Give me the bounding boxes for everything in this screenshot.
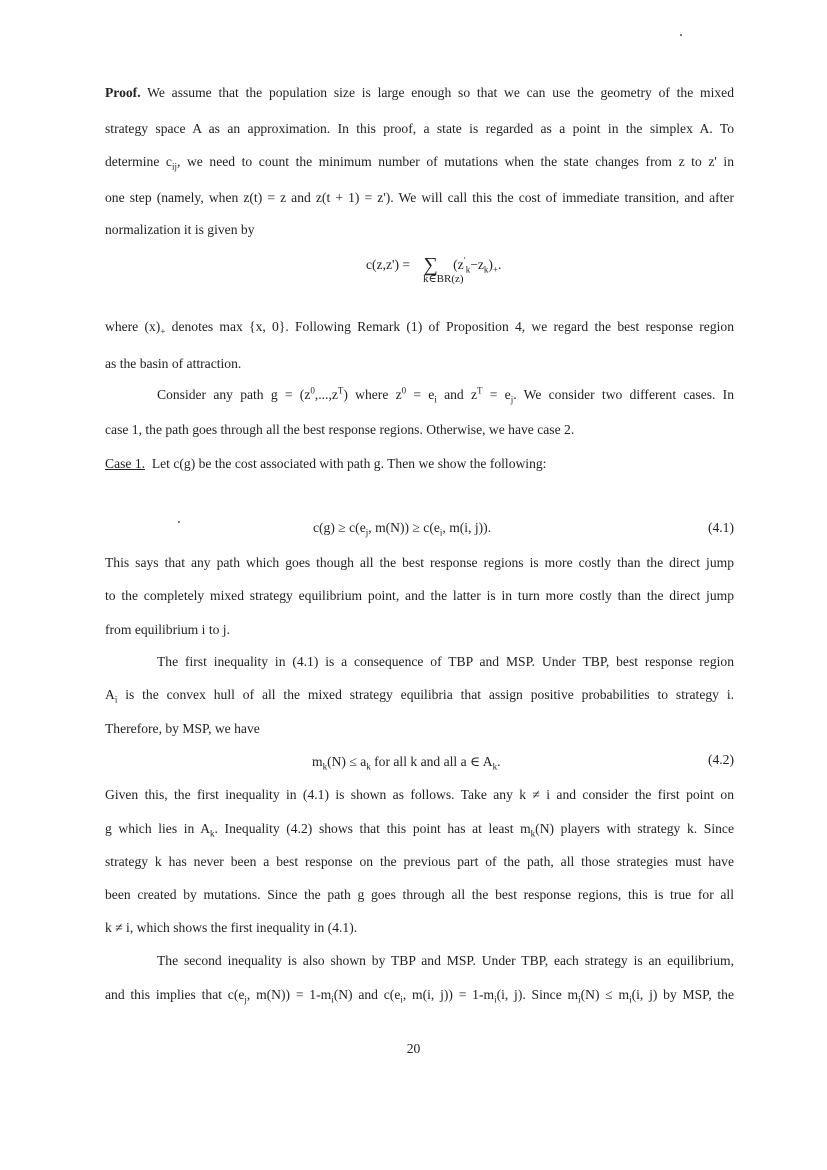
text-run: . Inequality (4.2) shows that this point has at least m <box>214 821 531 836</box>
text-run: (i, j). Since m <box>496 987 579 1002</box>
subscript: ij <box>171 161 177 172</box>
text-run: , we need to count the minimum number of mutations when the state changes from z to z' in <box>176 154 734 169</box>
superscript: ′ <box>463 255 466 266</box>
text-run: = e <box>482 387 511 402</box>
text-run: g which lies in A <box>105 821 211 836</box>
superscript: T <box>337 385 344 396</box>
superscript: T <box>477 385 483 396</box>
page-number: 20 <box>406 1041 421 1056</box>
case1-label: Case 1. <box>105 456 146 471</box>
proof-label: Proof. <box>105 85 141 100</box>
subscript: j <box>510 394 514 405</box>
text-run: (N) and c(e <box>333 987 401 1002</box>
given-line-1: Given this, the first inequality in (4.1) is shown as follows. Take any k ≠ i and consider the first point on <box>105 787 734 802</box>
first-ineq-line-1: The first inequality in (4.1) is a consequence of TBP and MSP. Under TBP, best response region <box>157 654 734 669</box>
proof-line-1 <box>105 84 734 102</box>
text-run: and z <box>436 387 478 402</box>
text-run: = e <box>406 387 435 402</box>
text-run: ) <box>488 257 493 272</box>
text-run: , m(i, j)). <box>442 520 492 535</box>
text-run: (N) players with strategy k. Since <box>535 821 734 836</box>
first-ineq-line-3: Therefore, by MSP, we have <box>105 721 260 736</box>
equation-number-4-2: (4.2) <box>707 752 734 767</box>
subscript: i <box>331 994 334 1005</box>
case1-text: Let c(g) be the cost associated with path g. Then we show the following: <box>151 456 547 471</box>
equation-lhs: c(z,z') = <box>366 257 411 272</box>
text-run: , m(N)) ≥ c(e <box>368 520 440 535</box>
equation-number-4-1: (4.1) <box>707 520 734 535</box>
after-eq-line-1 <box>105 318 734 336</box>
subscript: k <box>465 264 471 275</box>
para41-line-1: This says that any path which goes though all the best response regions is more costly than the direct jump <box>105 555 734 570</box>
subscript: i <box>578 994 581 1005</box>
text-run: −z <box>470 257 484 272</box>
sum-symbol: ∑ <box>423 254 438 276</box>
proof-line-4: one step (namely, when z(t) = z and z(t + 1) = z'). We will call this the cost of immediate transition, and after <box>105 190 734 205</box>
text-run: (N) ≤ m <box>580 987 630 1002</box>
subscript: i <box>629 994 632 1005</box>
subscript: k <box>210 828 215 839</box>
text-run: ) where z <box>343 387 402 402</box>
text-run: (z <box>453 257 464 272</box>
subscript: i <box>439 527 443 538</box>
subscript: i <box>494 994 497 1005</box>
second-ineq-line-1: The second inequality is also shown by TBP and MSP. Under TBP, each strategy is an equilibrium, <box>157 953 734 968</box>
given-line-3: strategy k has never been a best response on the previous part of the path, all those strategies must have <box>105 854 734 869</box>
text-run: , m(i, j)) = 1-m <box>402 987 495 1002</box>
subscript: + <box>160 326 166 337</box>
text-run: . <box>498 257 502 272</box>
subscript: i <box>400 994 403 1005</box>
after-eq-line-4: case 1, the path goes through all the best response regions. Otherwise, we have case 2. <box>105 422 575 437</box>
text-run: , m(N)) = 1-m <box>246 987 332 1002</box>
subscript: k <box>483 264 489 275</box>
case1-line <box>105 455 546 473</box>
subscript: j <box>365 527 369 538</box>
subscript: i <box>434 394 437 405</box>
text-run: . We consider two different cases. In <box>513 387 734 402</box>
text-run: Consider any path g = (z <box>157 387 311 402</box>
text-run: where (x) <box>105 319 161 334</box>
proof-line-3 <box>105 153 734 171</box>
text-run: m <box>312 754 323 769</box>
given-line-2 <box>105 820 734 838</box>
first-ineq-line-2 <box>105 686 734 704</box>
subscript: j <box>244 994 247 1005</box>
proof-text: We assume that the population size is large enough so that we can use the geometry of the mixed <box>147 85 734 100</box>
text-run: (i, j) by MSP, the <box>631 987 735 1002</box>
text-run: . <box>497 754 501 769</box>
text-run: ,...,z <box>314 387 338 402</box>
scan-speck <box>680 34 682 36</box>
text-run: and this implies that c(e <box>105 987 245 1002</box>
subscript: k <box>322 761 328 772</box>
text-run: is the convex hull of all the mixed strategy equilibria that assign positive probabilities to strategy i. <box>117 687 734 702</box>
sum-index: k∈BR(z) <box>423 273 464 285</box>
text-run: determine c <box>105 154 172 169</box>
text-run: A <box>105 687 115 702</box>
proof-line-2: strategy space A as an approximation. In this proof, a state is regarded as a point in the simplex A. To <box>105 121 734 136</box>
subscript: i <box>114 694 118 705</box>
subscript: k <box>492 761 498 772</box>
subscript: + <box>492 264 498 275</box>
text-run: denotes max {x, 0}. Following Remark (1) of Proposition 4, we regard the best response region <box>171 319 734 334</box>
proof-line-5: normalization it is given by <box>105 222 255 237</box>
text-run: for all k and all a ∈ A <box>370 754 493 769</box>
given-line-4: been created by mutations. Since the path g goes through all the best response regions, this is true for all <box>105 887 734 902</box>
superscript: 0 <box>401 385 407 396</box>
text-run: (N) ≤ a <box>327 754 367 769</box>
para41-line-3: from equilibrium i to j. <box>105 622 230 637</box>
given-line-5: k ≠ i, which shows the first inequality in (4.1). <box>105 920 358 935</box>
subscript: k <box>366 761 371 772</box>
second-ineq-line-2 <box>105 986 734 1004</box>
subscript: k <box>530 828 536 839</box>
text-run: c(g) ≥ c(e <box>313 520 366 535</box>
para41-line-2: to the completely mixed strategy equilibrium point, and the latter is in turn more costly than the direct jump <box>105 588 734 603</box>
after-eq-line-2: as the basin of attraction. <box>105 356 242 371</box>
after-eq-line-3 <box>157 386 734 404</box>
superscript: 0 <box>310 385 315 396</box>
